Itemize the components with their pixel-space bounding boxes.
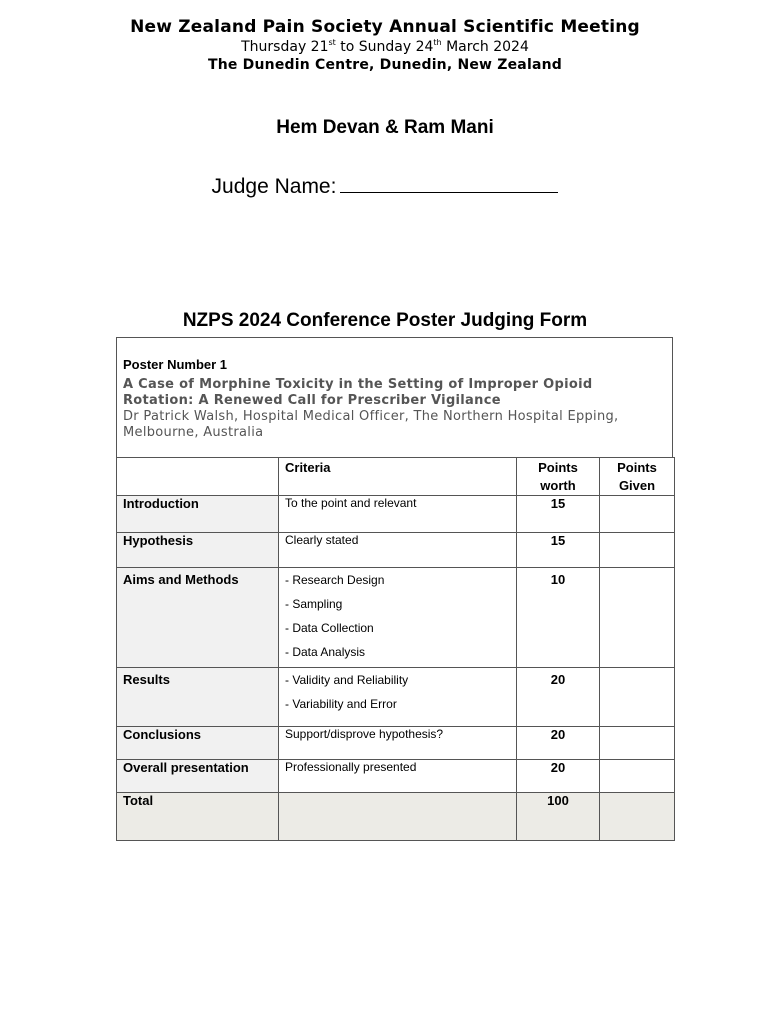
criteria-cell [279,568,517,668]
points-worth-value: 15 [517,496,600,533]
criteria-item: - Data Analysis [285,645,366,659]
judging-table [116,457,675,841]
criteria-cell: Clearly stated [279,533,517,568]
poster-info-box [116,337,673,458]
points-worth-value: 20 [517,668,600,727]
section-label: Hypothesis [117,533,279,568]
total-points-given-cell[interactable] [600,793,675,841]
section-label: Overall presentation [117,760,279,793]
criteria-cell: Support/disprove hypothesis? [279,727,517,760]
form-title: NZPS 2024 Conference Poster Judging Form [182,310,588,331]
total-label: Total [117,793,279,841]
judge-name-label: Judge Name: [211,175,337,198]
authors-heading: Hem Devan & Ram Mani [276,117,494,138]
event-title: New Zealand Pain Society Annual Scientific Meeting [130,17,640,37]
points-worth-value: 20 [517,727,600,760]
points-worth-value: 10 [517,568,600,668]
header-criteria: Criteria [279,458,517,496]
section-label: Conclusions [117,727,279,760]
poster-title: A Case of Morphine Toxicity in the Setting of Improper Opioid Rotation: A Renewed Call for Prescriber Vigilance [123,377,593,408]
table-row [117,760,675,793]
section-label: Aims and Methods [117,568,279,668]
event-header [0,16,770,74]
points-given-cell[interactable] [600,533,675,568]
criteria-cell [279,668,517,727]
points-given-cell[interactable] [600,568,675,668]
poster-number: Poster Number 1 [123,357,228,372]
total-row [117,793,675,841]
points-given-cell[interactable] [600,727,675,760]
criteria-item: - Sampling [285,597,343,611]
section-label: Results [117,668,279,727]
table-row [117,568,675,668]
points-given-cell[interactable] [600,496,675,533]
criteria-item: - Variability and Error [285,697,397,711]
judge-name-field[interactable] [0,172,770,199]
table-row [117,727,675,760]
criteria-item: - Data Collection [285,621,374,635]
points-worth-value: 15 [517,533,600,568]
header-points-worth: Points worth [517,458,600,496]
points-given-cell[interactable] [600,760,675,793]
event-venue: The Dunedin Centre, Dunedin, New Zealand [208,57,562,73]
criteria-cell: Professionally presented [279,760,517,793]
table-row [117,668,675,727]
total-criteria-empty-cell [279,793,517,841]
points-given-cell[interactable] [600,668,675,727]
criteria-item: - Validity and Reliability [285,673,409,687]
total-points-worth-value: 100 [517,793,600,841]
criteria-item: - Research Design [285,573,385,587]
table-row [117,496,675,533]
table-header-row [117,458,675,496]
points-worth-value: 20 [517,760,600,793]
criteria-cell: To the point and relevant [279,496,517,533]
poster-author: Dr Patrick Walsh, Hospital Medical Officer, The Northern Hospital Epping, Melbourne, Australia [123,409,619,440]
header-empty-cell [117,458,279,496]
table-row [117,533,675,568]
header-points-given: Points Given [600,458,675,496]
section-label: Introduction [117,496,279,533]
event-dates: Thursday 21st to Sunday 24th March 2024 [241,38,529,55]
judge-name-blank-line[interactable] [340,172,558,193]
